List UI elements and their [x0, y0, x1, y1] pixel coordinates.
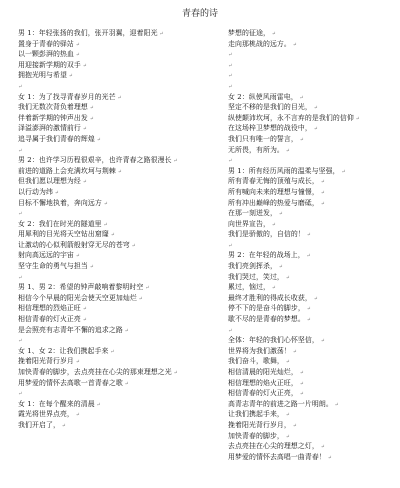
poem-line: 相信青春的灯火正亮 ↵ [18, 314, 208, 325]
poem-line: 梦想的征途， ↵ [228, 28, 396, 39]
blank-line [18, 335, 208, 346]
blank-line [18, 145, 208, 156]
poem-line: 是会照亮有志青年不懈的追求之路 ↵ [18, 325, 208, 336]
poem-line: 相信青春的灯火正亮， ↵ [228, 388, 396, 399]
blank-line [18, 388, 208, 399]
poem-line: 我们无数次背负着理想 ↵ [18, 102, 208, 113]
poem-line: 以行动为纬 ↵ [18, 187, 208, 198]
poem-line: 去点亮挂在心尖的理想之灯， ↵ [228, 441, 396, 452]
poem-line: 加快青春的脚步，去点亮挂在心尖的那束理想之光 ↵ [18, 367, 208, 378]
blank-line [228, 60, 396, 71]
poem-line: 女 2：纵使风雨雷电， ↵ [228, 92, 396, 103]
blank-line [18, 272, 208, 283]
poem-line: 男 1：年轻张扬的我们，张开羽翼，迎着阳光 ↵ [18, 28, 208, 39]
poem-line: 但我们愿以理想为经 ↵ [18, 176, 208, 187]
poem-line: 停不下的是奋斗的脚步， ↵ [228, 303, 396, 314]
poem-line: 我们亮剑挥杀， ↵ [228, 261, 396, 272]
poem-line: 女 2：我们在时光的隧道里 ↵ [18, 219, 208, 230]
poem-line: 我们哭过，笑过， ↵ [228, 272, 396, 283]
poem-line: 坚守生命的勇气与担当 ↵ [18, 261, 208, 272]
poem-line: 世界将为我们激荡！ ↵ [228, 346, 396, 357]
poem-line: 歇不尽的是青春的梦想。 ↵ [228, 314, 396, 325]
document-title: 青春的诗 [181, 9, 218, 19]
poem-line: 相信今个早晨的阳光会使天空更加灿烂 ↵ [18, 293, 208, 304]
poem-line: 男 1：所有经历风雨的温柔与坚强， ↵ [228, 166, 396, 177]
poem-line: 所有喊向未来的理想与憧憬， ↵ [228, 187, 396, 198]
poem-line: 目标不懈地执着，奔向远方 ↵ [18, 198, 208, 209]
blank-line [228, 155, 396, 166]
poem-line: 置身于青春的驿站 ↵ [18, 39, 208, 50]
poem-line: 累过，恼过， ↵ [228, 282, 396, 293]
poem-line: 前进的道路上会充满坎坷与荆棘 ↵ [18, 166, 208, 177]
poem-line: 让激动的心似利箭般射穿无尽的苍穹 ↵ [18, 240, 208, 251]
poem-line: 挽着阳光背行岁月 ↵ [18, 356, 208, 367]
poem-line: 在这场梓卫梦想的战役中， ↵ [228, 123, 396, 134]
poem-line: 伴着新学期的钟声出发 ↵ [18, 113, 208, 124]
poem-line: 所有冲出巅峰的热爱与磨砥， ↵ [228, 198, 396, 209]
poem-line: 纵使颠沛坎坷，永不言弃的是我们的信仰 ↵ [228, 113, 396, 124]
poem-line: 相信理想的烈焰正旺 ↵ [18, 303, 208, 314]
poem-line: 用梦爱的情怀去高歌一首青春之歌 ↵ [18, 378, 208, 389]
poem-line: 在那一刻迸发， ↵ [228, 208, 396, 219]
poem-line: 射向高远远的宇宙 ↵ [18, 250, 208, 261]
blank-line [228, 240, 396, 251]
poem-line: 我们奋斗，歌舞， ↵ [228, 356, 396, 367]
poem-line: 霞光将世界点亮， ↵ [18, 409, 208, 420]
poem-line: 向世界宣告， ↵ [228, 219, 396, 230]
poem-line: 最终才胜利的得成长收获， ↵ [228, 293, 396, 304]
poem-line: 挽着阳光背行岁月， ↵ [228, 420, 396, 431]
poem-line: 全体：年轻的我们心怀坚信， ↵ [228, 335, 396, 346]
poem-line: 女 1：在每个醒来的清晨 ↵ [18, 399, 208, 410]
poem-line: 用迎接新学期的双手 ↵ [18, 60, 208, 71]
poem-line: 高青志青年的前进之路一片明朗。 ↵ [228, 399, 396, 410]
blank-line [228, 81, 396, 92]
poem-line: 女 1：为了找寻青春岁月的光芒 ↵ [18, 92, 208, 103]
poem-line: 男 2：在年轻的战场上， ↵ [228, 250, 396, 261]
blank-line [18, 81, 208, 92]
blank-line [228, 325, 396, 336]
poem-line: 用犀利的目光将天空钻出窟窿 ↵ [18, 229, 208, 240]
poem-line: 走向那桃战的远方。 ↵ [228, 39, 396, 50]
poem-line: 我们开启了， ↵ [18, 420, 208, 431]
blank-line [18, 208, 208, 219]
blank-line [228, 70, 396, 81]
poem-line: 相信清晨的阳光灿烂， ↵ [228, 367, 396, 378]
poem-line: 我们是骄傲的，自信的！ ↵ [228, 229, 396, 240]
right-poem-column [228, 28, 396, 462]
poem-line: 无所畏，有所为。 ↵ [228, 145, 396, 156]
poem-line: 所有青春无悔的顶殖与成长， ↵ [228, 176, 396, 187]
poem-line: 泽溢澎湃的激情前行 ↵ [18, 123, 208, 134]
poem-line: 用梦爱的情怀去高唱一曲青春！ ↵ [228, 452, 396, 463]
poem-line: 坚定不移的是我们的目光， ↵ [228, 102, 396, 113]
poem-line: 加快青春的脚步， ↵ [228, 431, 396, 442]
poem-line: 让我们携起手来， ↵ [228, 409, 396, 420]
poem-line: 相信理想的焰火正旺， ↵ [228, 378, 396, 389]
poem-line: 男 2：也许学习历程很艰辛，也许青春之路很漫长 ↵ [18, 155, 208, 166]
blank-line [228, 49, 396, 60]
poem-line: 我们只有唯一的誓言， ↵ [228, 134, 396, 145]
left-poem-column [18, 28, 208, 431]
poem-line: 女 1、女 2：让我们携起手来 ↵ [18, 346, 208, 357]
poem-line: 男 1、男 2：希望的钟声敲响着黎明时空 ↵ [18, 282, 208, 293]
poem-line: 拥抱光明与希望 ↵ [18, 70, 208, 81]
poem-line: 追寻属于我们青春的辉煌 ↵ [18, 134, 208, 145]
poem-line: 以一颗彭湃的热血 ↵ [18, 49, 208, 60]
